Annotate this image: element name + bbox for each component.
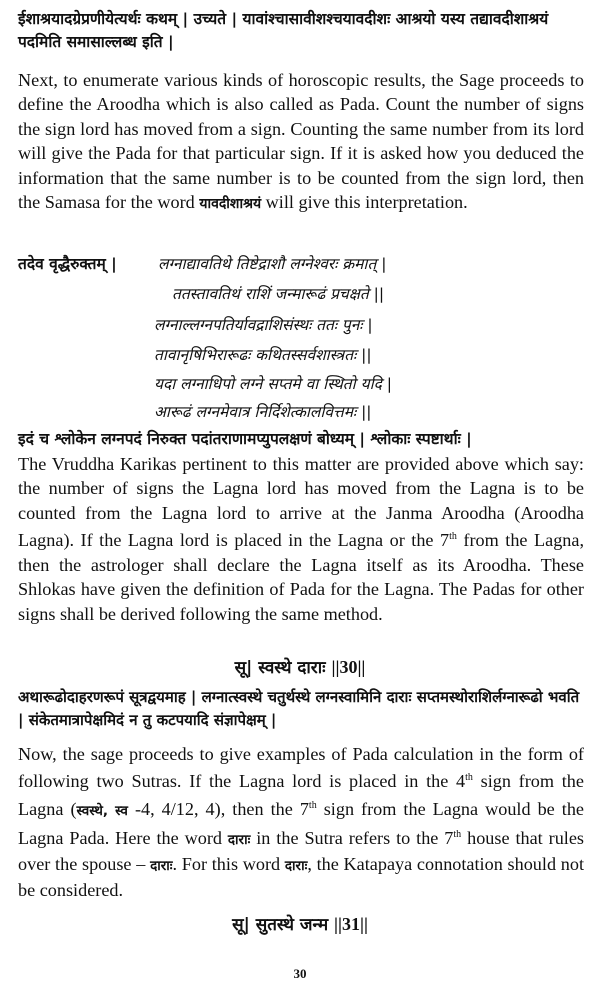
verse-line: लग्नाल्लग्नपतिर्यावद्राशिसंस्थः ततः पुनः | bbox=[154, 316, 373, 334]
sutra-number: ||30|| bbox=[331, 657, 366, 677]
superscript: th bbox=[453, 828, 462, 840]
opening-sanskrit-commentary bbox=[18, 8, 584, 54]
verse-line: यदा लग्नाधिपो लग्ने सप्तमे वा स्थितो यदि | bbox=[154, 375, 392, 393]
sanskrit-text: अथारूढोदाहरणरूपं सूत्रद्वयमाह | लग्नात्स्वस्थे चतुर्थस्थे लग्नस्वामिनि दाराः सप्तमस्थोराशिर्लग्नारूढो भवति | संकेतमात्रापेक्षमिदं न तु कटपयादि संज्ञापेक्षम् | bbox=[18, 688, 580, 729]
paragraph-define-aroodha bbox=[18, 68, 584, 216]
sutra-31-heading bbox=[0, 912, 600, 935]
english-text: -4, 4/12, 4), then the 7 bbox=[127, 798, 309, 819]
english-text: The Vruddha Karikas pertinent to this matter are provided above which say: the number of signs the Lagna lord has moved from the Lagna is to be counted from the Lagna lord to arrive at the Janma Aroodha (Aroodha Lagna). If the Lagna lord is placed in the Lagna or the 7 bbox=[18, 454, 584, 551]
verse-line: ततस्तावतिथं राशिं जन्मारूढं प्रचक्षते || bbox=[172, 285, 385, 303]
sutra-text: सू| स्वस्थे दाराः bbox=[234, 658, 332, 678]
english-text: sign from the Lagna ( bbox=[18, 771, 584, 819]
page-number: 30 bbox=[293, 966, 307, 981]
english-text: Now, the sage proceeds to give examples of Pada calculation in the form of following two Sutras. If the Lagna lord is placed in the 4 bbox=[18, 744, 584, 792]
english-text: Next, to enumerate various kinds of horoscopic results, the Sage proceeds to define the Aroodha which is also called as Pada. Count the number of signs the sign lord has moved from a sign. Counting the same number from its lord will give the Pada for that particular sign. If it is asked how you deduced the information that the same number is to be counted from the sign lord, then the Samasa for the word bbox=[18, 70, 584, 213]
verse-line: आरूढं लग्नमेवात्र निर्दिशेत्कालवित्तमः || bbox=[154, 403, 372, 421]
sutra-30-heading bbox=[0, 655, 600, 678]
english-text: will give this interpretation. bbox=[261, 192, 468, 213]
superscript: th bbox=[308, 799, 317, 811]
sutra-30-commentary bbox=[18, 686, 584, 732]
english-text: , the Katapaya connotation should not be considered. bbox=[18, 854, 585, 900]
paragraph-vruddha-karikas bbox=[18, 452, 584, 626]
sanskrit-text: ईशाश्रयादग्रेप्रणीयेत्यर्थः कथम् | उच्यते | यावांश्चासावीशश्चयावदीशः आश्रयो यस्य तद्यावदीशाश्रयं पदमिति समासाल्लब्ध इति | bbox=[18, 10, 549, 51]
sanskrit-term: दाराः bbox=[227, 832, 251, 848]
english-text: in the Sutra refers to the 7 bbox=[250, 828, 454, 848]
sutra-number: ||31|| bbox=[334, 914, 368, 934]
verse-line: लग्नाद्यावतिथे तिष्टेद्राशौ लग्नेश्वरः क्रमात् | bbox=[158, 255, 387, 273]
sanskrit-term: यावदीशाश्रयं bbox=[199, 196, 262, 213]
sanskrit-text: इदं च श्लोकेन लग्नपदं निरुक्त पदांतराणामप्युपलक्षणं बोध्यम् | श्लोकाः स्पष्टार्थाः | bbox=[18, 430, 472, 448]
superscript: th bbox=[465, 772, 473, 784]
superscript: th bbox=[449, 531, 457, 543]
sanskrit-term: दाराः bbox=[150, 858, 173, 874]
sutra-text: सू| सुतस्थे जन्म bbox=[232, 915, 335, 935]
verse-prefix: तदेव वृद्धैरुक्तम् | bbox=[18, 255, 117, 273]
english-text: house that rules over the spouse – bbox=[18, 828, 584, 874]
english-text: from the Lagna, then the astrologer shall declare the Lagna itself as its Aroodha. These Shlokas have given the definition of Pada for the Lagna. The Padas for other signs shall be derived following the same method. bbox=[18, 530, 585, 624]
shloka-note bbox=[18, 428, 584, 451]
english-text: sign from the Lagna would be the Lagna Pada. Here the word bbox=[18, 798, 584, 848]
english-text: . For this word bbox=[172, 854, 285, 874]
verse-line: तावानृषिभिरारूढः कथितस्सर्वशास्त्रतः || bbox=[154, 346, 372, 364]
sanskrit-term: स्वस्थे, स्व bbox=[76, 802, 128, 819]
sanskrit-term: दाराः bbox=[284, 858, 308, 874]
paragraph-pada-examples bbox=[18, 742, 584, 902]
